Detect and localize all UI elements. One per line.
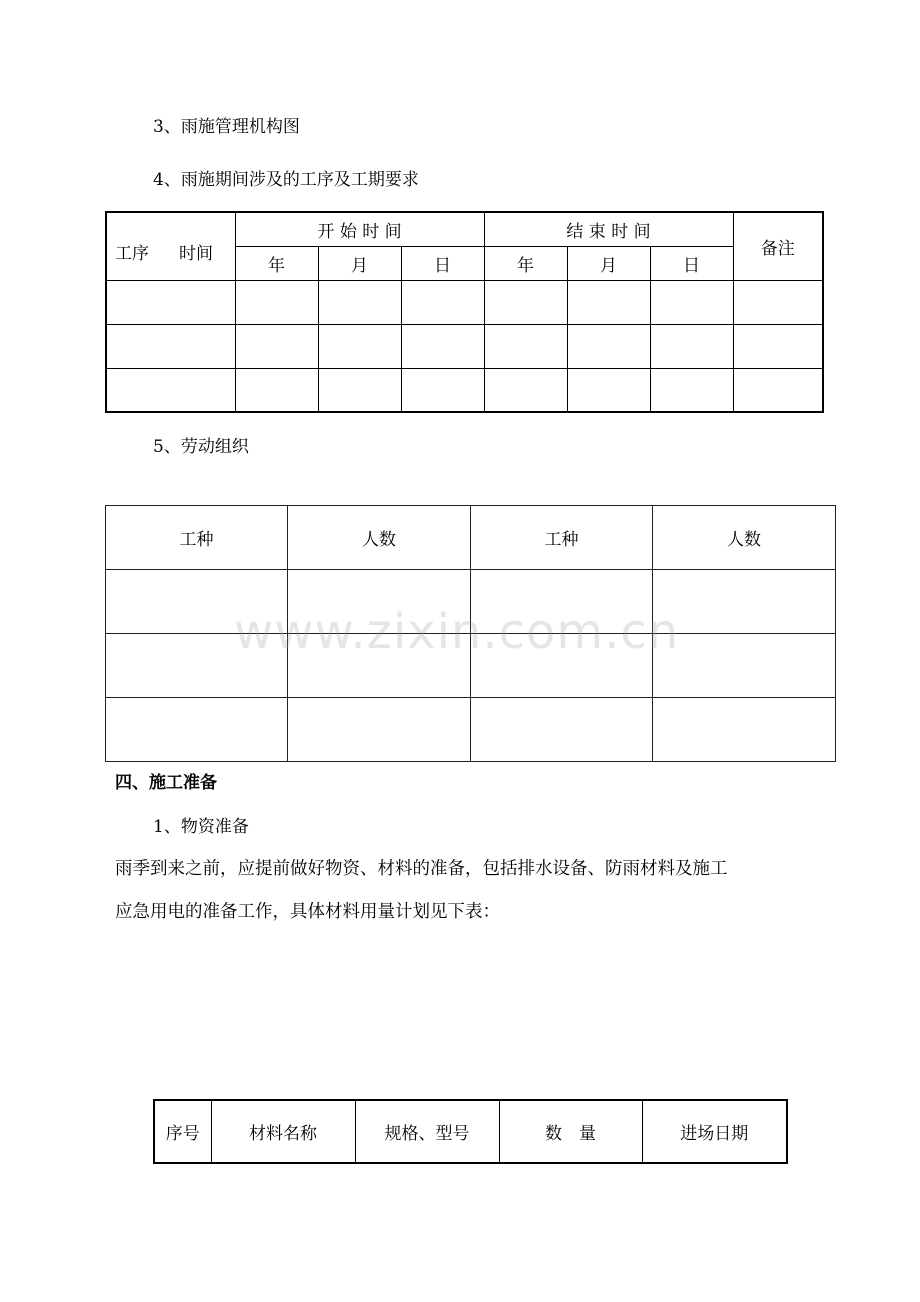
end-time-header: 结 束 时 间 — [484, 212, 733, 246]
material-name-header: 材料名称 — [211, 1100, 355, 1163]
section-5-heading: 5、劳动组织 — [153, 437, 249, 457]
labor-count-header: 人数 — [653, 506, 836, 570]
table-cell[interactable] — [484, 280, 567, 324]
table-cell[interactable] — [235, 324, 318, 368]
table-cell[interactable] — [471, 698, 653, 762]
table-cell[interactable] — [401, 324, 484, 368]
table-cell[interactable] — [106, 324, 235, 368]
material-table — [153, 1099, 788, 1164]
table-row — [106, 698, 836, 762]
schedule-corner-cell — [106, 212, 235, 280]
paragraph-line-1: 雨季到来之前，应提前做好物资、材料的准备，包括排水设备、防雨材料及施工 — [115, 859, 728, 879]
end-year-header: 年 — [484, 246, 567, 280]
table-row — [106, 280, 823, 324]
table-cell[interactable] — [567, 280, 650, 324]
material-quantity-header: 数 量 — [499, 1100, 642, 1163]
table-cell[interactable] — [650, 368, 733, 412]
table-cell[interactable] — [653, 634, 836, 698]
section-4-heading: 4、雨施期间涉及的工序及工期要求 — [153, 170, 419, 190]
table-cell[interactable] — [235, 368, 318, 412]
labor-count-header: 人数 — [288, 506, 471, 570]
start-time-header: 开 始 时 间 — [235, 212, 484, 246]
table-cell[interactable] — [106, 698, 288, 762]
corner-right-label: 时间 — [179, 243, 213, 264]
table-cell[interactable] — [733, 324, 823, 368]
corner-left-label: 工序 — [115, 243, 149, 264]
material-arrival-date-header: 进场日期 — [642, 1100, 787, 1163]
table-cell[interactable] — [733, 368, 823, 412]
table-cell[interactable] — [288, 698, 471, 762]
table-cell[interactable] — [653, 570, 836, 634]
material-spec-header: 规格、型号 — [355, 1100, 499, 1163]
table-row — [106, 324, 823, 368]
labor-trade-header: 工种 — [471, 506, 653, 570]
table-cell[interactable] — [653, 698, 836, 762]
subsection-1-heading: 1、物资准备 — [153, 817, 249, 837]
watermark-text: www.zixin.com.cn — [234, 604, 680, 660]
table-cell[interactable] — [401, 368, 484, 412]
table-cell[interactable] — [733, 280, 823, 324]
remarks-header: 备注 — [733, 212, 823, 280]
table-cell[interactable] — [318, 368, 401, 412]
labor-trade-header: 工种 — [106, 506, 288, 570]
start-day-header: 日 — [401, 246, 484, 280]
table-cell[interactable] — [106, 280, 235, 324]
table-cell[interactable] — [567, 368, 650, 412]
part-4-heading: 四、施工准备 — [115, 773, 217, 793]
table-row — [106, 368, 823, 412]
start-month-header: 月 — [318, 246, 401, 280]
table-cell[interactable] — [318, 324, 401, 368]
table-cell[interactable] — [235, 280, 318, 324]
schedule-table — [105, 211, 824, 413]
table-cell[interactable] — [484, 368, 567, 412]
end-month-header: 月 — [567, 246, 650, 280]
table-cell[interactable] — [318, 280, 401, 324]
section-3-heading: 3、雨施管理机构图 — [153, 117, 300, 137]
start-year-header: 年 — [235, 246, 318, 280]
table-cell[interactable] — [484, 324, 567, 368]
table-cell[interactable] — [650, 280, 733, 324]
table-cell[interactable] — [401, 280, 484, 324]
table-cell[interactable] — [106, 368, 235, 412]
end-day-header: 日 — [650, 246, 733, 280]
paragraph-line-2: 应急用电的准备工作，具体材料用量计划见下表： — [115, 902, 500, 922]
table-cell[interactable] — [567, 324, 650, 368]
material-index-header: 序号 — [154, 1100, 211, 1163]
table-cell[interactable] — [650, 324, 733, 368]
